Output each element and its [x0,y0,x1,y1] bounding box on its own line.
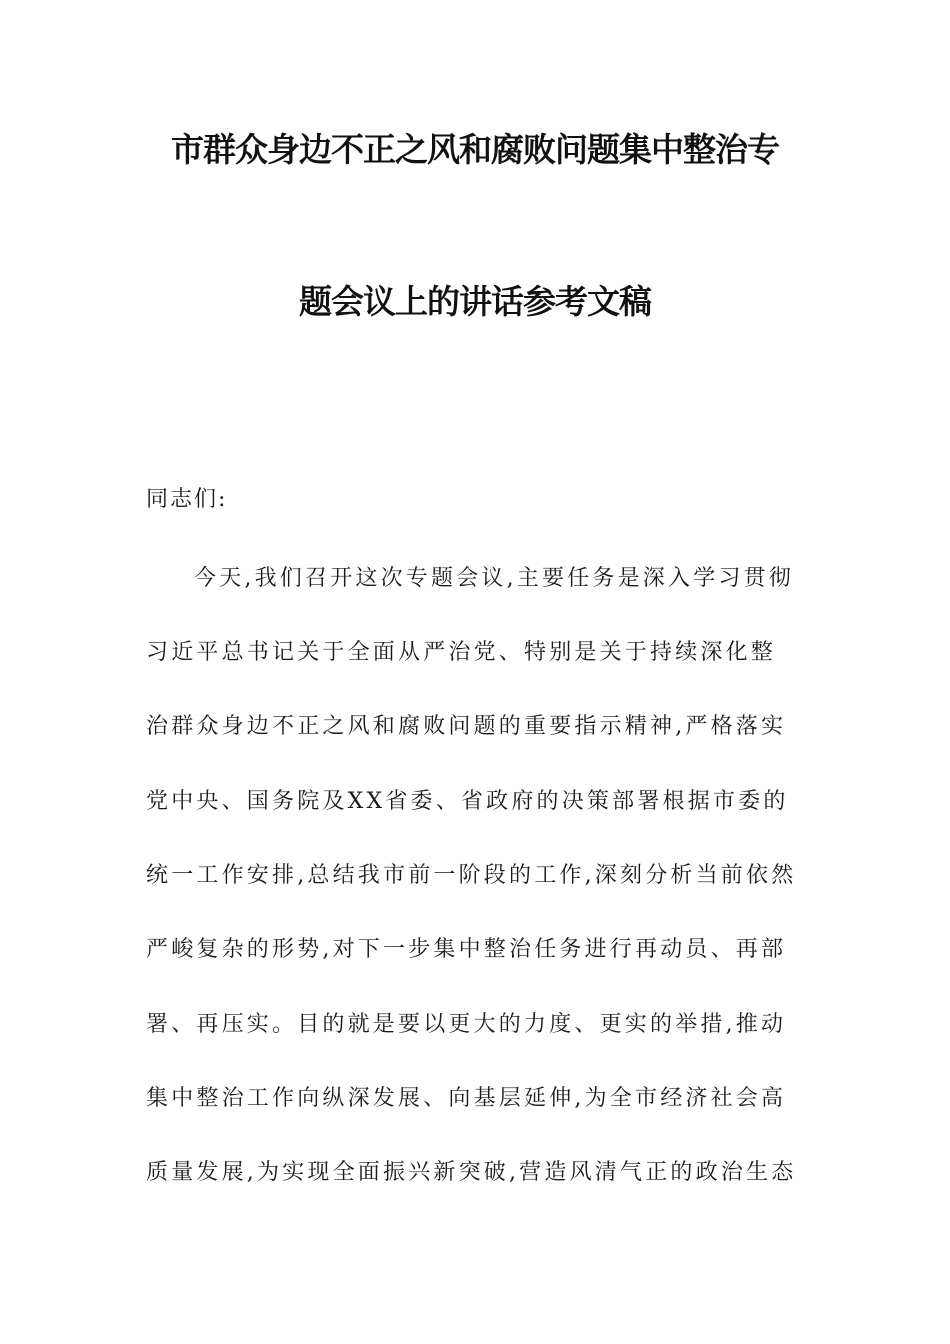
paragraph-line-7: 署、再压实。目的就是要以更大的力度、更实的举措,推动 [146,1012,787,1037]
paragraph-line-6: 严峻复杂的形势,对下一步集中整治任务进行再动员、再部 [146,937,787,962]
paragraph-line-2: 习近平总书记关于全面从严治党、特别是关于持续深化整 [146,640,777,665]
document-title-line-1: 市群众身边不正之风和腐败问题集中整治专 [171,130,779,169]
salutation: 同志们: [146,487,228,512]
paragraph-line-9: 质量发展,为实现全面振兴新突破,营造风清气正的政治生态 [146,1160,797,1185]
paragraph-line-8: 集中整治工作向纵深发展、向基层延伸,为全市经济社会高 [146,1086,787,1111]
paragraph-line-5: 统一工作安排,总结我市前一阶段的工作,深刻分析当前依然 [146,863,797,888]
paragraph-line-3: 治群众身边不正之风和腐败问题的重要指示精神,严格落实 [146,714,787,739]
document-title-line-2: 题会议上的讲话参考文稿 [299,282,651,321]
paragraph-line-1: 今天,我们召开这次专题会议,主要任务是深入学习贯彻 [194,566,794,591]
paragraph-line-4: 党中央、国务院及XX省委、省政府的决策部署根据市委的 [146,789,789,814]
